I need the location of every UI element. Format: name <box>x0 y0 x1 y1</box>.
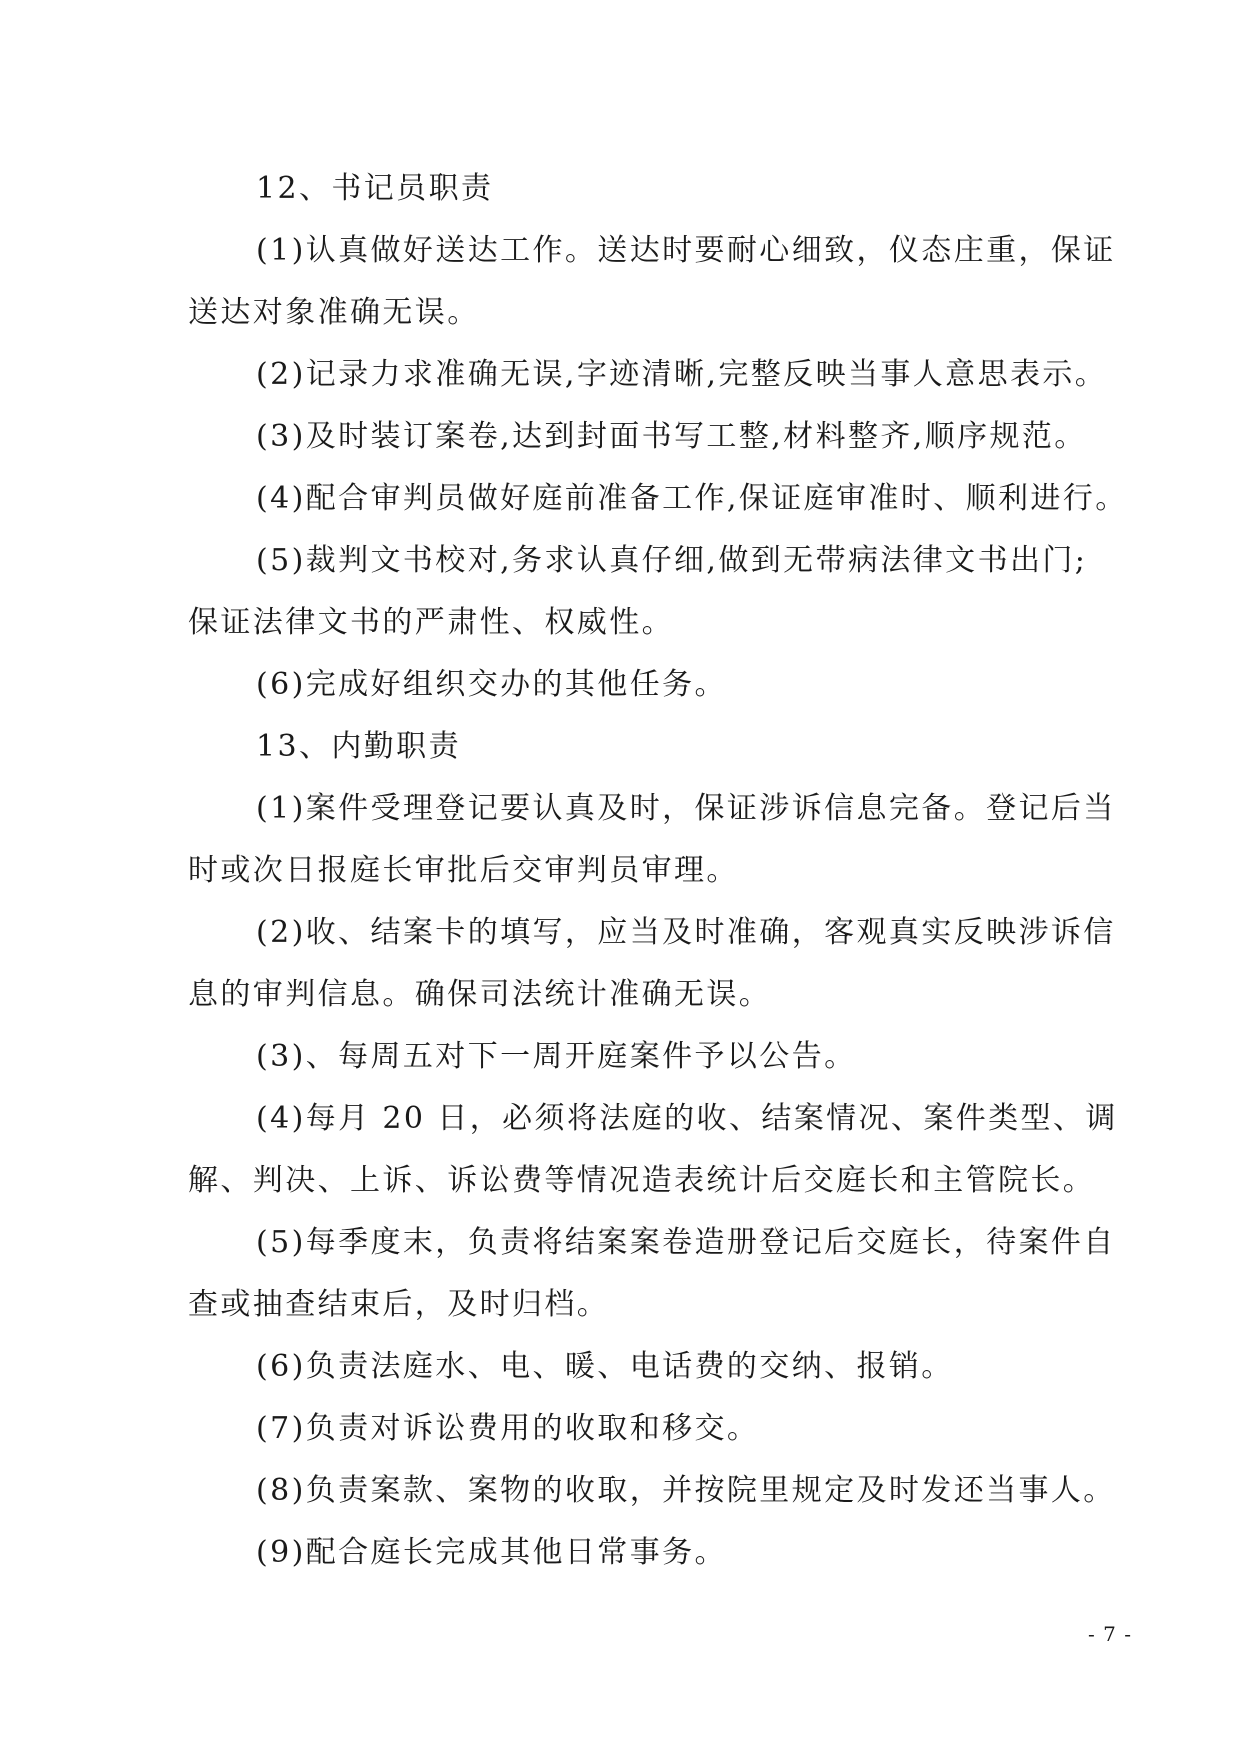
section-heading-13: 13、内勤职责 <box>256 729 461 764</box>
page-number: - 7 - <box>1088 1622 1132 1646</box>
paragraph-13-1-line-1: (1)案件受理登记要认真及时，保证涉诉信息完备。登记后当 <box>256 791 1116 826</box>
paragraph-13-2-line-1: (2)收、结案卡的填写，应当及时准确，客观真实反映涉诉信 <box>256 915 1116 950</box>
paragraph-13-1-line-2: 时或次日报庭长审批后交审判员审理。 <box>188 853 739 888</box>
section-heading-12: 12、书记员职责 <box>256 171 494 206</box>
paragraph-12-6: (6)完成好组织交办的其他任务。 <box>256 667 727 702</box>
paragraph-13-4-line-2: 解、判决、上诉、诉讼费等情况造表统计后交庭长和主管院长。 <box>188 1163 1096 1198</box>
paragraph-13-2-line-2: 息的审判信息。确保司法统计准确无误。 <box>188 977 772 1012</box>
paragraph-13-6: (6)负责法庭水、电、暖、电话费的交纳、报销。 <box>256 1349 954 1384</box>
paragraph-12-3: (3)及时装订案卷,达到封面书写工整,材料整齐,顺序规范。 <box>256 419 1087 454</box>
paragraph-12-4: (4)配合审判员做好庭前准备工作,保证庭审准时、顺利进行。 <box>256 481 1128 516</box>
paragraph-13-8: (8)负责案款、案物的收取，并按院里规定及时发还当事人。 <box>256 1473 1116 1508</box>
paragraph-12-5-line-2: 保证法律文书的严肃性、权威性。 <box>188 605 674 640</box>
paragraph-12-5-line-1: (5)裁判文书校对,务求认真仔细,做到无带病法律文书出门; <box>256 543 1088 578</box>
paragraph-12-1-line-1: (1)认真做好送达工作。送达时要耐心细致，仪态庄重，保证 <box>256 233 1116 268</box>
paragraph-13-7: (7)负责对诉讼费用的收取和移交。 <box>256 1411 760 1446</box>
document-body <box>188 158 1128 1584</box>
paragraph-12-1-line-2: 送达对象准确无误。 <box>188 295 480 330</box>
paragraph-13-9: (9)配合庭长完成其他日常事务。 <box>256 1535 727 1570</box>
paragraph-13-3: (3)、每周五对下一周开庭案件予以公告。 <box>256 1039 857 1074</box>
paragraph-13-5-line-2: 查或抽查结束后，及时归档。 <box>188 1287 610 1322</box>
paragraph-13-4-line-1: (4)每月 20 日，必须将法庭的收、结案情况、案件类型、调 <box>256 1101 1118 1136</box>
paragraph-12-2: (2)记录力求准确无误,字迹清晰,完整反映当事人意思表示。 <box>256 357 1108 392</box>
paragraph-13-5-line-1: (5)每季度末，负责将结案案卷造册登记后交庭长，待案件自 <box>256 1225 1116 1260</box>
